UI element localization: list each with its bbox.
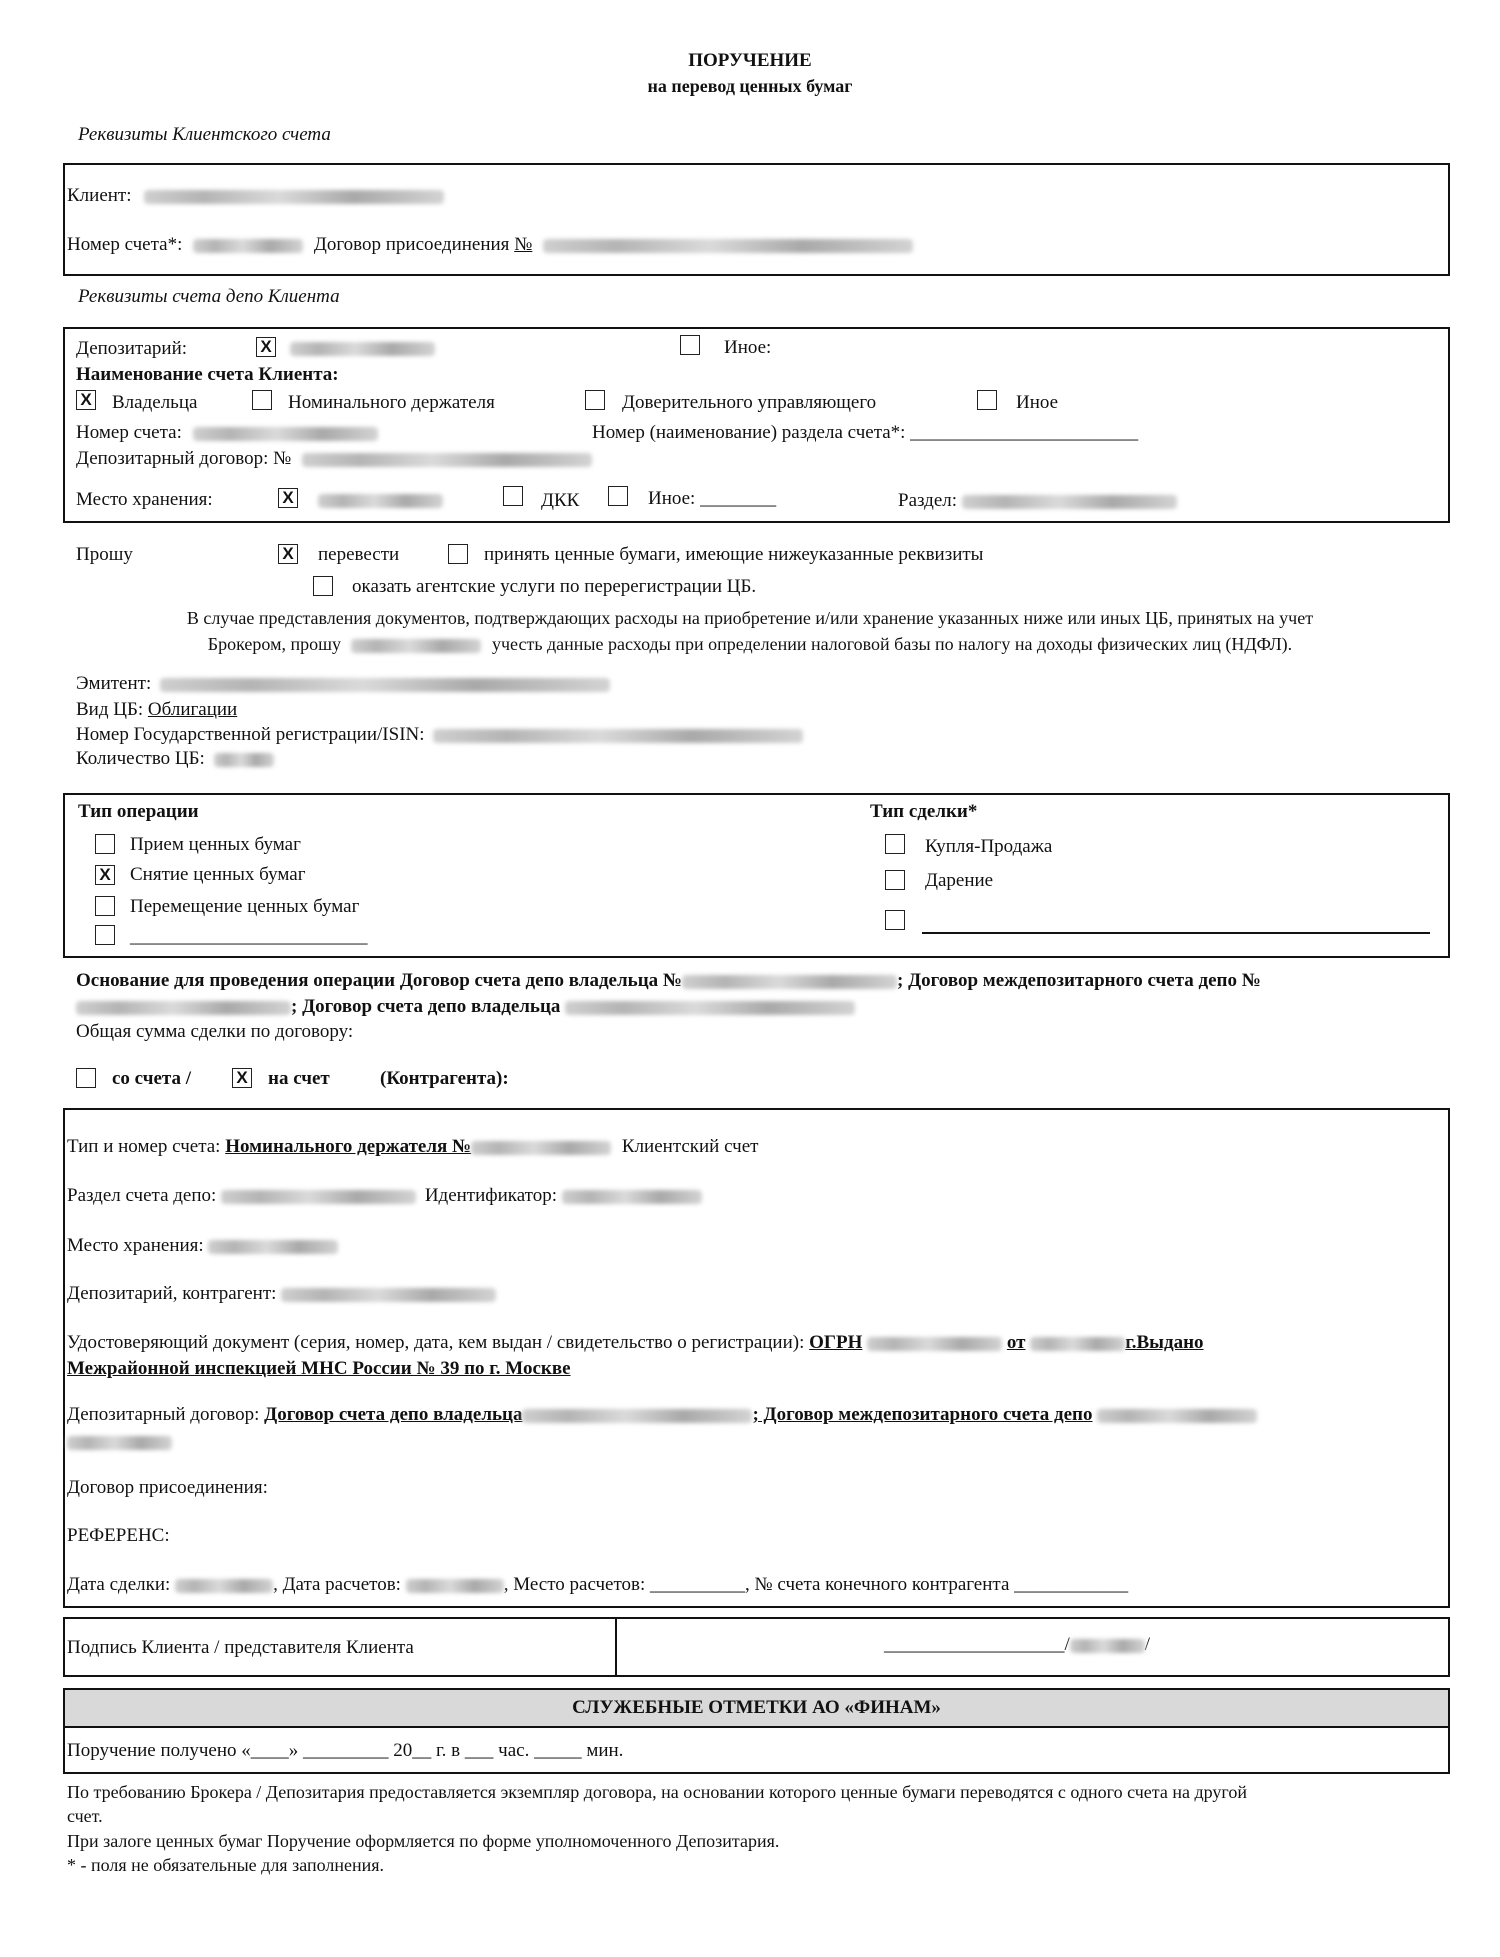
cp-storage-value xyxy=(208,1240,338,1254)
footnote-2: счет. xyxy=(67,1806,103,1826)
cp-depo-contract-field xyxy=(67,1404,1257,1427)
cp-id-doc-field xyxy=(67,1332,1204,1355)
transfer-label: перевести xyxy=(318,544,400,565)
cp-id-doc-label: Удостоверяющий документ (серия, номер, дата, кем выдан / свидетельство о регистрации): xyxy=(67,1332,805,1353)
storage-value xyxy=(318,494,443,508)
basis-line-1b: ; Договор междепозитарного счета депо № xyxy=(897,970,1261,991)
check-mark-icon: X xyxy=(236,1068,248,1087)
total-sum-label: Общая сумма сделки по договору: xyxy=(76,1021,354,1042)
cp-depo-contract-value-1 xyxy=(522,1409,752,1423)
section-value xyxy=(962,495,1177,509)
footnote-1: По требованию Брокера / Депозитария предоставляется экземпляр договора, на основании которого ценные бумаги переводятся с одного счета на другой xyxy=(67,1782,1247,1802)
security-type-field xyxy=(76,699,237,722)
account-name-heading: Наименование счета Клиента: xyxy=(76,364,339,385)
account-number-label: Номер счета*: xyxy=(67,234,183,255)
op-other-checkbox[interactable] xyxy=(95,925,115,945)
client-field xyxy=(67,185,444,208)
section-label: Раздел: xyxy=(898,490,958,511)
deal-other-line xyxy=(922,932,1430,934)
cp-reference-label: РЕФЕРЕНС: xyxy=(67,1525,170,1546)
basis-line-2 xyxy=(76,996,855,1019)
cp-account-type-value: Номинального держателя № xyxy=(225,1136,472,1157)
accept-label: принять ценные бумаги, имеющие нижеуказанные реквизиты xyxy=(484,544,984,565)
operation-type-heading: Тип операции xyxy=(78,801,199,822)
expenses-line-2b: учесть данные расходы при определении налоговой базы по налогу на доходы физических лиц (НДФЛ). xyxy=(491,634,1293,654)
footnote-3: При залоге ценных бумаг Поручение оформляется по форме уполномоченного Депозитария. xyxy=(67,1831,780,1851)
depo-section-label: Реквизиты счета депо Клиента xyxy=(78,286,340,307)
cp-depo-contract-label: Депозитарный договор: xyxy=(67,1404,260,1425)
cp-dates-field xyxy=(67,1574,1128,1597)
depo-account-number-field xyxy=(76,422,378,445)
issuer-field xyxy=(76,673,610,696)
expenses-line-2 xyxy=(0,634,1500,656)
op-receive-label: Прием ценных бумаг xyxy=(130,834,301,855)
signature-line: ___________________/ xyxy=(884,1634,1070,1655)
cp-deal-date-label: Дата сделки: xyxy=(67,1574,171,1595)
isin-field xyxy=(76,724,803,747)
request-label: Прошу xyxy=(76,544,133,565)
cp-settle-date-label: , Дата расчетов: xyxy=(273,1574,401,1595)
account-number-value xyxy=(193,239,303,253)
cp-account-suffix: Клиентский счет xyxy=(621,1136,759,1157)
account-number-field xyxy=(67,234,913,257)
storage-other-checkbox[interactable] xyxy=(608,486,628,506)
depositary-label: Депозитарий: xyxy=(76,338,188,359)
dkk-checkbox[interactable] xyxy=(503,486,523,506)
signature-field[interactable] xyxy=(884,1634,1150,1657)
signature-name-value xyxy=(1070,1639,1145,1653)
basis-contract-value-2 xyxy=(76,1001,291,1015)
isin-value xyxy=(433,729,803,743)
cp-identifier-value xyxy=(562,1190,702,1204)
op-other-label: _________________________ xyxy=(130,926,368,947)
owner-checkbox[interactable] xyxy=(76,390,96,410)
counterparty-label: (Контрагента): xyxy=(380,1068,509,1089)
op-receive-checkbox[interactable] xyxy=(95,834,115,854)
cp-issued-by: Межрайонной инспекцией МНС России № 39 по г. Москве xyxy=(67,1358,571,1379)
owner-label: Владельца xyxy=(112,392,198,413)
cp-issued-label: г.Выдано xyxy=(1125,1332,1204,1353)
dkk-label: ДКК xyxy=(541,490,580,511)
trustee-checkbox[interactable] xyxy=(585,390,605,410)
deal-purchase-label: Купля-Продажа xyxy=(925,836,1053,857)
document-title: ПОРУЧЕНИЕ xyxy=(688,50,812,71)
cp-depo-contract-b: ; Договор междепозитарного счета депо xyxy=(752,1404,1093,1425)
depo-contract-field xyxy=(76,448,592,471)
check-mark-icon: X xyxy=(99,865,111,884)
issuer-value xyxy=(160,678,610,692)
other-type-label: Иное xyxy=(1016,392,1059,413)
cp-section-label: Раздел счета депо: xyxy=(67,1185,217,1206)
join-contract-no: № xyxy=(514,234,533,255)
cp-ogrn-label: ОГРН xyxy=(809,1332,863,1353)
depo-account-number-label: Номер счета: xyxy=(76,422,182,443)
quantity-label: Количество ЦБ: xyxy=(76,748,205,769)
cp-depositary-value xyxy=(281,1288,496,1302)
transfer-checkbox[interactable] xyxy=(278,544,298,564)
join-contract-label: Договор присоединения xyxy=(313,234,510,255)
cp-ogrn-date-value xyxy=(1030,1337,1125,1351)
depositary-other-label: Иное: xyxy=(724,337,772,358)
expenses-line-2a: Брокером, прошу xyxy=(207,634,341,654)
from-account-checkbox[interactable] xyxy=(76,1068,96,1088)
trustee-label: Доверительного управляющего xyxy=(622,392,877,413)
to-account-label: на счет xyxy=(268,1068,330,1089)
cp-depositary-field xyxy=(67,1283,496,1306)
storage-other-label: Иное: ________ xyxy=(648,488,777,509)
agent-label: оказать агентские услуги по перерегистрации ЦБ. xyxy=(352,576,757,597)
signature-end: / xyxy=(1144,1634,1151,1655)
security-type-label: Вид ЦБ: xyxy=(76,699,144,720)
section-field xyxy=(898,490,1177,513)
depo-contract-value xyxy=(302,453,592,467)
check-mark-icon: X xyxy=(282,544,294,563)
client-value xyxy=(144,190,444,204)
section-number-field: Номер (наименование) раздела счета*: ________________________ xyxy=(592,422,1139,443)
cp-account-type-field xyxy=(67,1136,758,1159)
from-account-label: со счета / xyxy=(112,1068,191,1089)
cp-depo-contract-a: Договор счета депо владельца xyxy=(264,1404,523,1425)
client-account-section-label: Реквизиты Клиентского счета xyxy=(78,124,331,145)
cp-ogrn-value xyxy=(867,1337,1002,1351)
cp-storage-label: Место хранения: xyxy=(67,1235,204,1256)
storage-checkbox[interactable] xyxy=(278,488,298,508)
document-subtitle: на перевод ценных бумаг xyxy=(647,76,853,96)
cp-storage-field xyxy=(67,1235,338,1258)
accept-checkbox[interactable] xyxy=(448,544,468,564)
client-label: Клиент: xyxy=(67,185,132,206)
check-mark-icon: X xyxy=(80,390,92,409)
expenses-line-1: В случае представления документов, подтверждающих расходы на приобретение и/или хранение указанных ниже или иных ЦБ, принятых на учет xyxy=(186,608,1314,628)
depo-account-number-value xyxy=(193,427,378,441)
deal-type-heading: Тип сделки* xyxy=(870,801,978,822)
cp-depositary-label: Депозитарий, контрагент: xyxy=(67,1283,277,1304)
expenses-client-value xyxy=(351,639,481,653)
issuer-label: Эмитент: xyxy=(76,673,152,694)
basis-line-1 xyxy=(76,970,1261,993)
client-account-box xyxy=(63,163,1450,276)
basis-contract-value-3 xyxy=(565,1001,855,1015)
cp-ot-label: от xyxy=(1006,1332,1026,1353)
signature-label: Подпись Клиента / представителя Клиента xyxy=(67,1637,414,1658)
cp-section-value xyxy=(221,1190,416,1204)
agent-checkbox[interactable] xyxy=(313,576,333,596)
service-received: Поручение получено «____» _________ 20__ г. в ___ час. _____ мин. xyxy=(67,1740,624,1761)
storage-label: Место хранения: xyxy=(76,489,213,510)
join-contract-value xyxy=(543,239,913,253)
op-move-checkbox[interactable] xyxy=(95,896,115,916)
isin-label: Номер Государственной регистрации/ISIN: xyxy=(76,724,425,745)
cp-account-number-value xyxy=(471,1141,611,1155)
cp-settle-place-label: , Место расчетов: __________, № счета конечного контрагента ____________ xyxy=(503,1574,1129,1595)
service-title: СЛУЖЕБНЫЕ ОТМЕТКИ АО «ФИНАМ» xyxy=(572,1697,941,1718)
quantity-value xyxy=(214,753,274,767)
check-mark-icon: X xyxy=(260,337,272,356)
check-mark-icon: X xyxy=(282,488,294,507)
nominee-checkbox[interactable] xyxy=(252,390,272,410)
basis-line-1a: Основание для проведения операции Договор счета депо владельца № xyxy=(76,970,682,991)
deal-purchase-checkbox[interactable] xyxy=(885,834,905,854)
cp-depo-contract-value-2 xyxy=(1097,1409,1257,1423)
depositary-checkbox[interactable] xyxy=(256,337,276,357)
footnote-4: * - поля не обязательные для заполнения. xyxy=(67,1855,384,1875)
nominee-label: Номинального держателя xyxy=(288,392,495,413)
cp-depo-contract-value-3 xyxy=(67,1436,172,1450)
cp-join-contract-label: Договор присоединения: xyxy=(67,1477,268,1498)
cp-account-type-label: Тип и номер счета: xyxy=(67,1136,221,1157)
deal-other-checkbox[interactable] xyxy=(885,910,905,930)
op-withdraw-label: Снятие ценных бумаг xyxy=(130,864,306,885)
security-type-value: Облигации xyxy=(147,699,238,720)
basis-contract-value-1 xyxy=(682,975,897,989)
quantity-field xyxy=(76,748,274,771)
signature-divider xyxy=(615,1617,617,1677)
to-account-checkbox[interactable] xyxy=(232,1068,252,1088)
cp-identifier-label: Идентификатор: xyxy=(424,1185,557,1206)
depositary-other-checkbox[interactable] xyxy=(680,335,700,355)
basis-line-2-text: ; Договор счета депо владельца xyxy=(291,996,561,1017)
op-move-label: Перемещение ценных бумаг xyxy=(130,896,360,917)
other-type-checkbox[interactable] xyxy=(977,390,997,410)
cp-settle-date-value xyxy=(406,1579,504,1593)
deal-gift-checkbox[interactable] xyxy=(885,870,905,890)
deal-gift-label: Дарение xyxy=(925,870,994,891)
depo-contract-label: Депозитарный договор: № xyxy=(76,448,292,469)
cp-section-field xyxy=(67,1185,702,1208)
cp-deal-date-value xyxy=(175,1579,273,1593)
op-withdraw-checkbox[interactable] xyxy=(95,865,115,885)
depositary-value xyxy=(290,342,435,356)
